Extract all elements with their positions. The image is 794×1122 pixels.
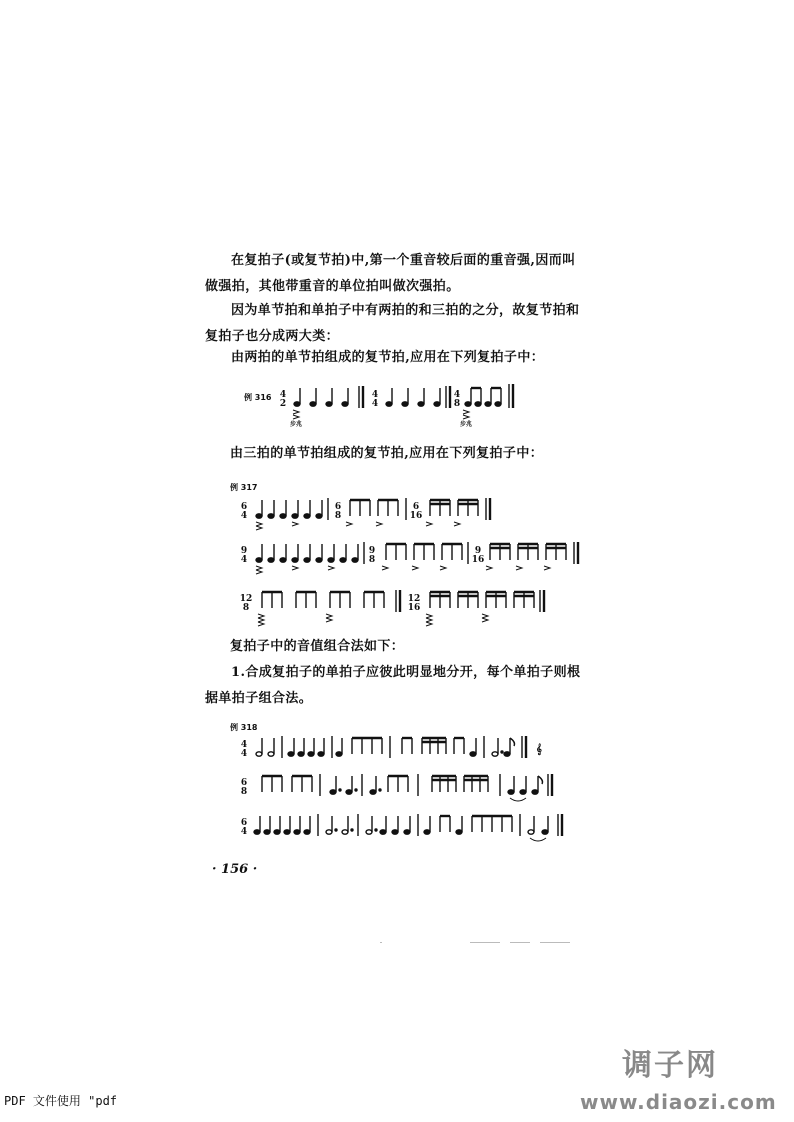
timesig-num: 4: [279, 390, 287, 400]
svg-text:𝄞: 𝄞: [536, 744, 542, 755]
paragraph-two-types: 因为单节拍和单拍子中有两拍的和三拍的之分，故复节拍和 复拍子也分成两大类：: [205, 303, 580, 344]
svg-text:4: 4: [240, 827, 248, 837]
example-318-row-1: [236, 732, 596, 768]
svg-text:12: 12: [407, 594, 421, 604]
svg-text:9: 9: [474, 546, 482, 556]
svg-text:4: 4: [240, 555, 248, 565]
svg-text:16: 16: [471, 555, 485, 565]
svg-text:8: 8: [334, 511, 342, 521]
watermark-site-name: 调子网: [622, 1048, 718, 1083]
svg-text:9: 9: [368, 546, 376, 556]
svg-text:6: 6: [334, 502, 342, 512]
timesig-den: 8: [453, 399, 461, 409]
note-head: [326, 402, 332, 406]
svg-text:4: 4: [240, 740, 248, 750]
example-316-annotation: 步兆: [460, 421, 473, 428]
example-318-label: 例 318: [230, 723, 258, 732]
svg-text:8: 8: [242, 603, 250, 613]
example-317-label: 例 317: [230, 483, 258, 492]
paragraph-grouping-rules: 复拍子中的音值组合法如下：: [230, 639, 405, 654]
timesig-den: 2: [279, 399, 287, 409]
example-316-annotation: 步兆: [290, 421, 303, 428]
example-317-row-2: [236, 538, 596, 578]
svg-text:8: 8: [240, 787, 248, 797]
svg-text:6: 6: [240, 502, 248, 512]
timesig-num: 4: [453, 390, 461, 400]
paragraph-rule-1: 1.合成复拍子的单拍子应彼此明显地分开，每个单拍子则根 据单拍子组合法。: [205, 665, 581, 706]
example-318-row-3: [236, 810, 596, 846]
footer-pdf-text: PDF 文件使用 "pdf: [4, 1094, 118, 1108]
scan-specks: [380, 940, 590, 946]
example-316-label: 例 316: [244, 393, 272, 402]
example-318-row-2: [236, 770, 596, 806]
svg-text:4: 4: [240, 749, 248, 759]
timesig-den: 4: [371, 399, 379, 409]
svg-text:12: 12: [239, 594, 253, 604]
svg-text:6: 6: [240, 778, 248, 788]
paragraph-two-beat-intro: 由两拍的单节拍组成的复节拍,应用在下列复拍子中：: [231, 350, 545, 365]
example-316-rhythm: [275, 378, 535, 428]
paragraph-strong-beat: 在复拍子(或复节拍)中,第一个重音较后面的重音强,因而叫 做强拍，其他带重音的单位拍叫做次强拍。: [205, 253, 576, 294]
svg-text:16: 16: [407, 603, 421, 613]
svg-text:6: 6: [412, 502, 420, 512]
svg-text:9: 9: [240, 546, 248, 556]
svg-text:8: 8: [368, 555, 376, 565]
page-number: · 156 ·: [212, 862, 258, 877]
note-head: [342, 402, 348, 406]
watermark-url: www.diaozi.com: [580, 1090, 777, 1114]
example-317-row-3: [236, 586, 556, 626]
example-317-row-1: [236, 494, 506, 534]
svg-text:16: 16: [409, 511, 423, 521]
note-head: [294, 402, 300, 406]
timesig-num: 4: [371, 390, 379, 400]
note-head: [310, 402, 316, 406]
svg-text:4: 4: [240, 511, 248, 521]
svg-text:6: 6: [240, 818, 248, 828]
paragraph-three-beat-intro: 由三拍的单节拍组成的复节拍,应用在下列复拍子中：: [230, 446, 544, 461]
